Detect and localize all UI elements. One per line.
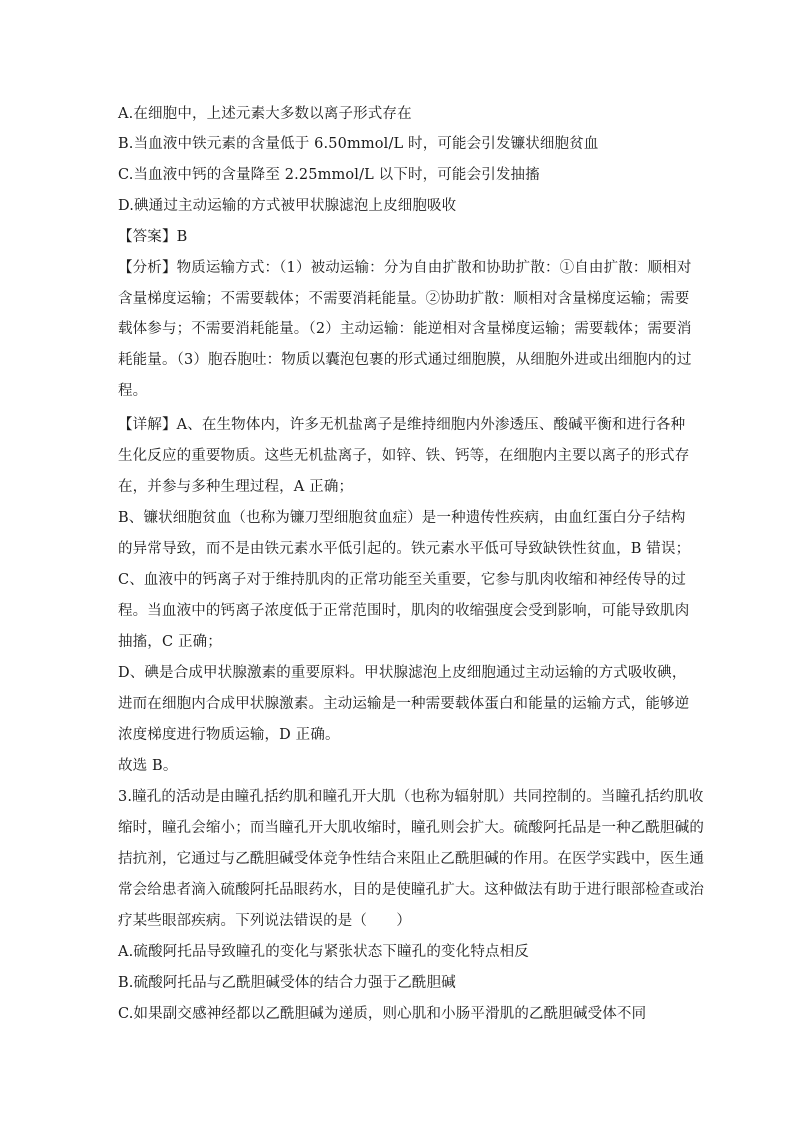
detail-line: 生化反应的重要物质。这些无机盐离子，如锌、铁、钙等，在细胞内主要以离子的形式存 xyxy=(118,448,690,464)
question-3-option-a: A.硫酸阿托品导致瞳孔的变化与紧张状态下瞳孔的变化特点相反 xyxy=(118,944,529,960)
detail-line: 【详解】A、在生物体内，许多无机盐离子是维持细胞内外渗透压、酸碱平衡和进行各种 xyxy=(118,417,686,433)
analysis-line: 程。 xyxy=(118,383,148,399)
detail-line: C、血液中的钙离子对于维持肌肉的正常功能至关重要，它参与肌肉收缩和神经传导的过 xyxy=(118,572,686,588)
detail-line: 的异常导致，而不是由铁元素水平低引起的。铁元素水平低可导致缺铁性贫血，B 错误； xyxy=(118,541,691,557)
detail-line: 浓度梯度进行物质运输，D 正确。 xyxy=(118,727,340,743)
question-3-stem: 常会给患者滴入硫酸阿托品眼药水，目的是使瞳孔扩大。这种做法有助于进行眼部检查或治 xyxy=(118,882,704,898)
analysis-line: 含量梯度运输；不需要载体；不需要消耗能量。②协助扩散：顺相对含量梯度运输；需要 xyxy=(118,291,690,307)
option-c: C.当血液中钙的含量降至 2.25mmol/L 以下时，可能会引发抽搐 xyxy=(118,167,540,183)
detail-line: 抽搐，C 正确； xyxy=(118,634,222,650)
conclusion-line: 故选 B。 xyxy=(118,758,178,774)
detail-line: D、碘是合成甲状腺激素的重要原料。甲状腺滤泡上皮细胞通过主动运输的方式吸收碘， xyxy=(118,665,687,681)
option-a: A.在细胞中，上述元素大多数以离子形式存在 xyxy=(118,106,412,122)
analysis-line: 耗能量。（3）胞吞胞吐：物质以囊泡包裹的形式通过细胞膜，从细胞外进或出细胞内的过 xyxy=(118,352,692,368)
answer-line: 【答案】B xyxy=(118,229,188,245)
question-3-stem: 缩时，瞳孔会缩小；而当瞳孔开大肌收缩时，瞳孔则会扩大。硫酸阿托品是一种乙酰胆碱的 xyxy=(118,820,704,836)
option-d: D.碘通过主动运输的方式被甲状腺滤泡上皮细胞吸收 xyxy=(118,198,457,214)
detail-line: 进而在细胞内合成甲状腺激素。主动运输是一种需要载体蛋白和能量的运输方式，能够逆 xyxy=(118,696,690,712)
analysis-line: 【分析】物质运输方式：（1）被动运输：分为自由扩散和协助扩散：①自由扩散：顺相对 xyxy=(118,260,692,276)
question-3-option-c: C.如果副交感神经都以乙酰胆碱为递质，则心肌和小肠平滑肌的乙酰胆碱受体不同 xyxy=(118,1006,647,1022)
detail-line: B、镰状细胞贫血（也称为镰刀型细胞贫血症）是一种遗传性疾病，由血红蛋白分子结构 xyxy=(118,510,686,526)
question-3-stem: 3.瞳孔的活动是由瞳孔括约肌和瞳孔开大肌（也称为辐射肌）共同控制的。当瞳孔括约肌收 xyxy=(118,789,704,805)
question-3-stem: 拮抗剂，它通过与乙酰胆碱受体竞争性结合来阻止乙酰胆碱的作用。在医学实践中，医生通 xyxy=(118,851,704,867)
analysis-line: 载体参与；不需要消耗能量。（2）主动运输：能逆相对含量梯度运输；需要载体；需要消 xyxy=(118,321,692,337)
question-3-stem: 疗某些眼部疾病。下列说法错误的是（ ） xyxy=(118,913,411,929)
detail-line: 在，并参与多种生理过程，A 正确； xyxy=(118,479,354,495)
option-b: B.当血液中铁元素的含量低于 6.50mmol/L 时，可能会引发镰状细胞贫血 xyxy=(118,136,599,152)
question-3-option-b: B.硫酸阿托品与乙酰胆碱受体的结合力强于乙酰胆碱 xyxy=(118,975,456,991)
detail-line: 程。当血液中的钙离子浓度低于正常范围时，肌肉的收缩强度会受到影响，可能导致肌肉 xyxy=(118,603,690,619)
